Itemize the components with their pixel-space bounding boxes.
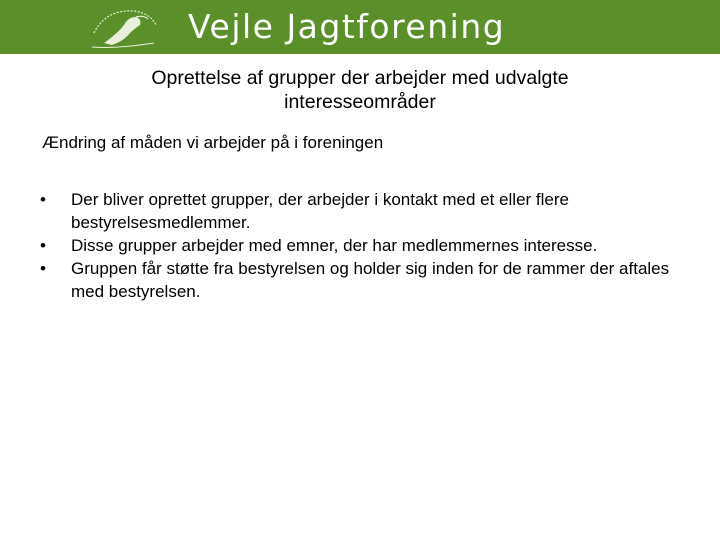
slide-title: Oprettelse af grupper der arbejder med udvalgte interesseområder — [151, 67, 569, 113]
org-title: Vejle Jagtforening — [188, 7, 506, 46]
header-bar — [0, 0, 720, 54]
bullet-list — [40, 188, 700, 303]
bullet-item — [40, 234, 700, 257]
bullet-item — [40, 188, 700, 234]
bullet-text: Gruppen får støtte fra bestyrelsen og holder sig inden for de rammer der aftales med bestyrelsen. — [71, 259, 670, 301]
bullet-dot-icon: • — [40, 259, 46, 278]
bullet-dot-icon: • — [40, 190, 46, 209]
duck-logo-icon — [84, 3, 164, 51]
bullet-text: Disse grupper arbejder med emner, der har medlemmernes interesse. — [71, 236, 598, 255]
bullet-item — [40, 257, 700, 303]
slide-subtitle: Ændring af måden vi arbejder på i foreningen — [42, 133, 384, 152]
bullet-text: Der bliver oprettet grupper, der arbejder i kontakt med et eller flere bestyrelsesmedlemmer. — [71, 190, 569, 232]
bullet-dot-icon: • — [40, 236, 46, 255]
